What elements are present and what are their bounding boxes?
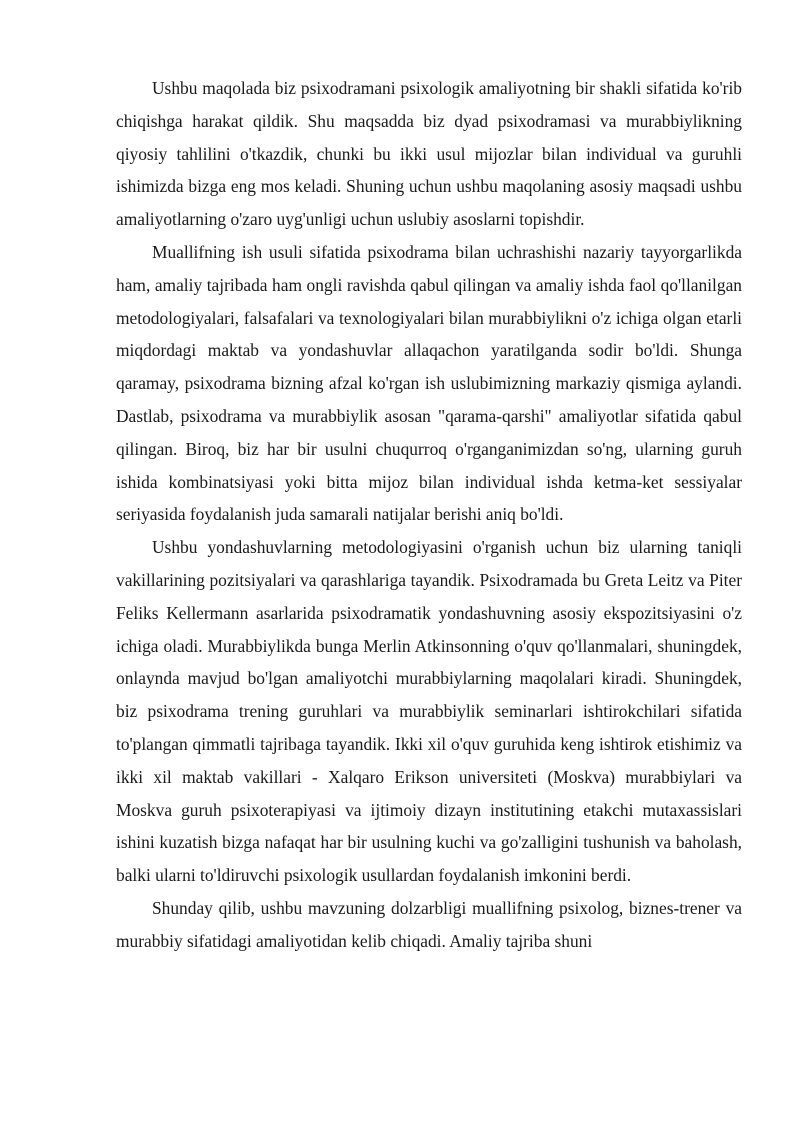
body-text [116,72,742,958]
paragraph: Ushbu yondashuvlarning metodologiyasini o'rganish uchun biz ularning taniqli vakillarining pozitsiyalari va qarashlariga tayandik. Psixodramada bu Greta Leitz va Piter Feliks Kellermann asarlarida psixodramatik yondashuvning asosiy ekspozitsiyasini o'z ichiga oladi. Murabbiylikda bunga Merlin Atkinsonning o'quv qo'llanmalari, shuningdek, onlaynda mavjud bo'lgan amaliyotchi murabbiylarning maqolalari kiradi. Shuningdek, biz psixodrama trening guruhlari va murabbiylik seminarlari ishtirokchilari sifatida to'plangan qimmatli tajribaga tayandik. Ikki xil o'quv guruhida keng ishtirok etishimiz va ikki xil maktab vakillari - Xalqaro Erikson universiteti (Moskva) murabbiylari va Moskva guruh psixoterapiyasi va ijtimoiy dizayn institutining etakchi mutaxassislari ishini kuzatish bizga nafaqat har bir usulning kuchi va go'zalligini tushunish va baholash, balki ularni to'ldiruvchi psixologik usullardan foydalanish imkonini berdi. [116,537,742,886]
paragraph: Shunday qilib, ushbu mavzuning dolzarbligi muallifning psixolog, biznes-trener va murabbiy sifatidagi amaliyotidan kelib chiqadi. Amaliy tajriba shuni [116,897,742,951]
paragraph: Muallifning ish usuli sifatida psixodrama bilan uchrashishi nazariy tayyorgarlikda ham, amaliy tajribada ham ongli ravishda qabul qilingan va amaliy ishda faol qo'llanilgan metodologiyalari, falsafalari va texnologiyalari bilan murabbiylikni o'z ichiga olgan etarli miqdordagi maktab va yondashuvlar allaqachon yaratilganda sodir bo'ldi. Shunga qaramay, psixodrama bizning afzal ko'rgan ish uslubimizning markaziy qismiga aylandi. Dastlab, psixodrama va murabbiylik asosan "qarama-qarshi" amaliyotlar sifatida qabul qilingan. Biroq, biz har bir usulni chuqurroq o'rganganimizdan so'ng, ularning guruh ishida kombinatsiyasi yoki bitta mijoz bilan individual ishda ketma-ket sessiyalar seriyasida foydalanish juda samarali natijalar berishi aniq bo'ldi. [116,241,742,525]
paragraph: Ushbu maqolada biz psixodramani psixologik amaliyotning bir shakli sifatida ko'rib chiqishga harakat qildik. Shu maqsadda biz dyad psixodramasi va murabbiylikning qiyosiy tahlilini o'tkazdik, chunki bu ikki usul mijozlar bilan individual va guruhli ishimizda bizga eng mos keladi. Shuning uchun ushbu maqolaning asosiy maqsadi ushbu amaliyotlarning o'zaro uyg'unligi uchun uslubiy asoslarni topishdir. [116,78,742,230]
